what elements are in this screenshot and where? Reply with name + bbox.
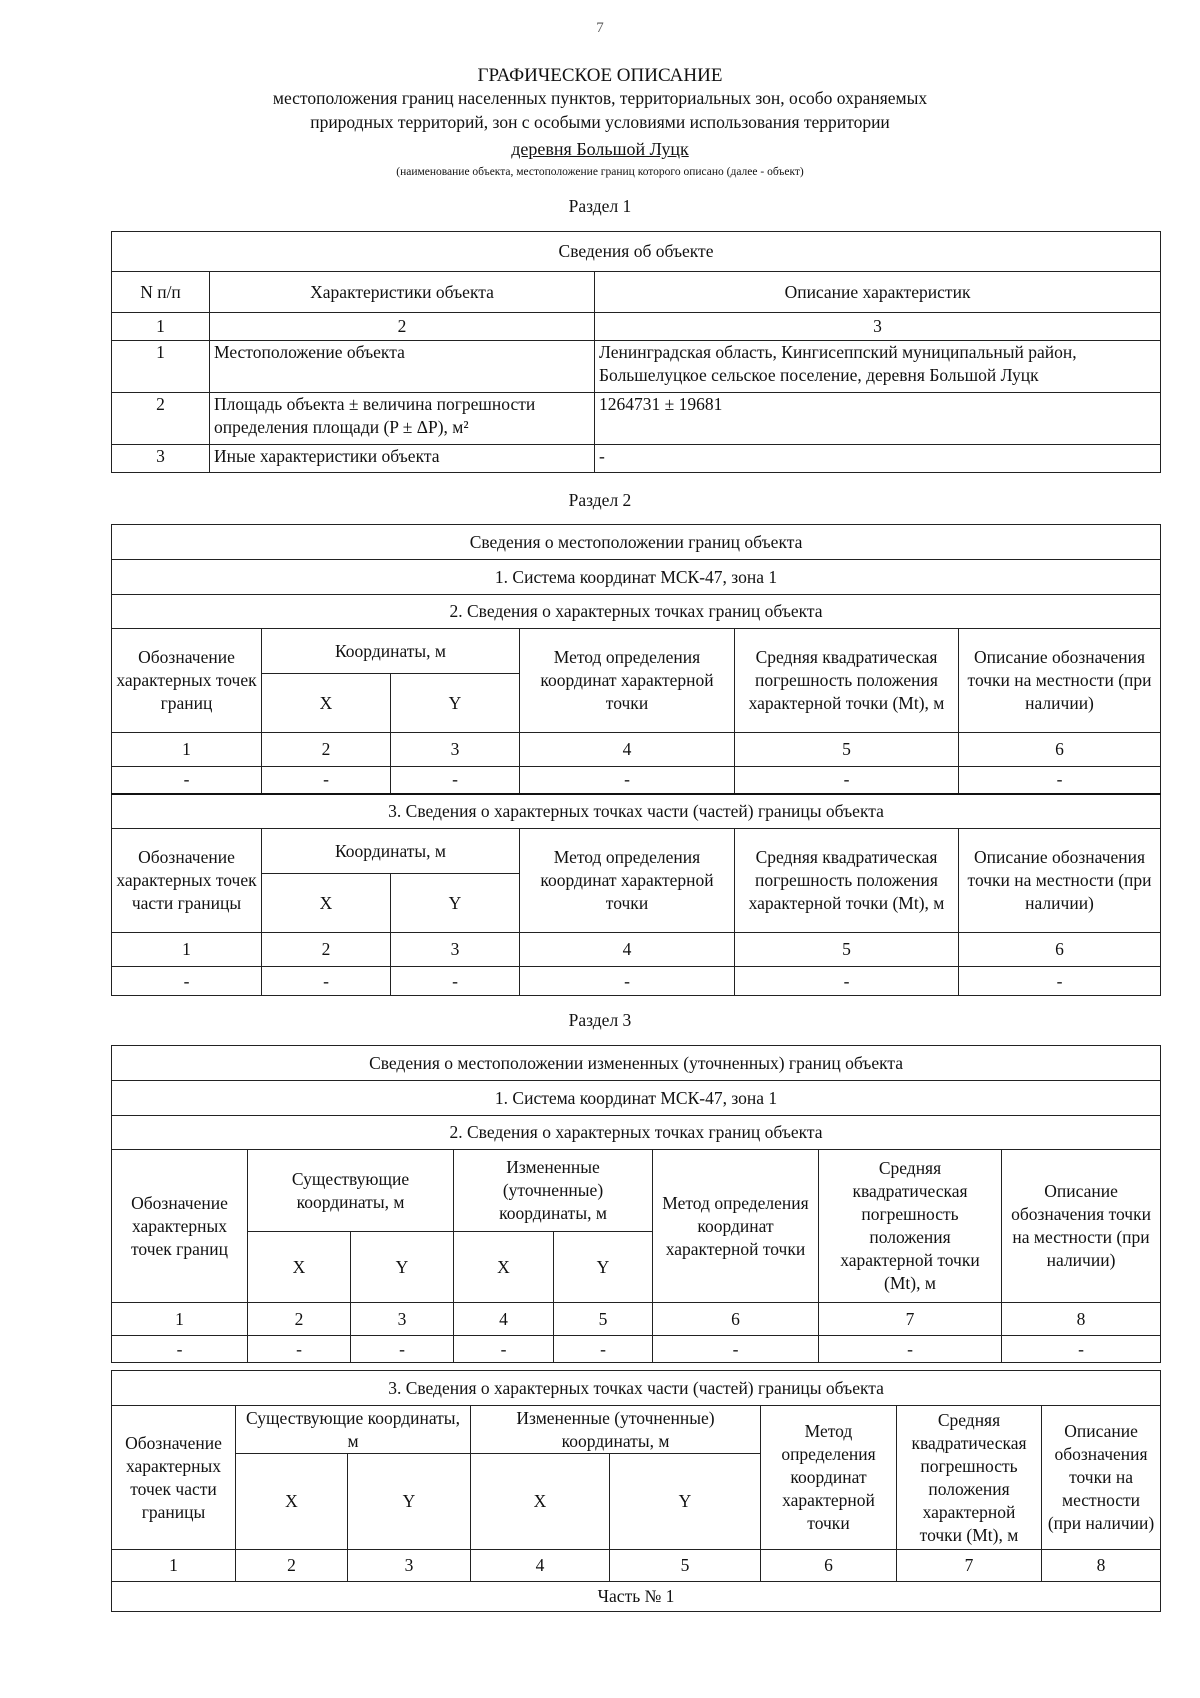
- document-title: ГРАФИЧЕСКОЕ ОПИСАНИЕ: [477, 65, 723, 86]
- header-existing-x: X: [248, 1232, 351, 1303]
- table-row: [112, 341, 1161, 393]
- col-number: 6: [959, 733, 1161, 767]
- empty-cell: -: [959, 967, 1161, 996]
- header-error: Средняя квадратическая погрешность положения характерной точки (Mt), м: [735, 829, 959, 933]
- col-number: 1: [112, 313, 210, 341]
- header-method: Метод определения координат характерной точки: [520, 629, 735, 733]
- page-number: 7: [596, 20, 604, 36]
- col-number: 3: [595, 313, 1161, 341]
- empty-cell: -: [351, 1336, 454, 1363]
- header-x: X: [262, 874, 391, 933]
- empty-cell: -: [248, 1336, 351, 1363]
- col-number: 2: [210, 313, 595, 341]
- row-name: Иные характеристики объекта: [210, 445, 595, 473]
- col-header-number: N п/п: [112, 272, 210, 313]
- document-subtitle-line1: местоположения границ населенных пунктов, территориальных зон, особо охраняемых: [272, 88, 928, 108]
- section2-part-points-title: 3. Сведения о характерных точках части (частей) границы объекта: [112, 794, 1161, 829]
- header-changed-y: Y: [610, 1454, 761, 1550]
- header-error: Средняя квадратическая погрешность положения характерной точки (Mt), м: [735, 629, 959, 733]
- section1-table: [111, 231, 1161, 473]
- row-number: 3: [112, 445, 210, 473]
- col-number: 4: [520, 933, 735, 967]
- header-changed-coordinates: Измененные (уточненные) координаты, м: [454, 1150, 653, 1232]
- object-name-note: (наименование объекта, местоположение границ которого описано (далее - объект): [396, 166, 804, 178]
- empty-cell: -: [112, 767, 262, 794]
- col-number: 6: [653, 1303, 819, 1336]
- col-number: 5: [735, 733, 959, 767]
- section2-table-title: Сведения о местоположении границ объекта: [112, 525, 1161, 560]
- col-number: 4: [471, 1550, 610, 1582]
- row-number: 1: [112, 341, 210, 393]
- section3-points-title: 2. Сведения о характерных точках границ объекта: [112, 1116, 1161, 1150]
- section3-label: Раздел 3: [568, 1010, 632, 1030]
- empty-cell: -: [554, 1336, 653, 1363]
- col-number: 6: [761, 1550, 897, 1582]
- header-error: Средняя квадратическая погрешность положения характерной точки (Mt), м: [897, 1406, 1042, 1550]
- col-number: 4: [454, 1303, 554, 1336]
- empty-cell: -: [391, 767, 520, 794]
- header-designation-part: Обозначение характерных точек части границы: [112, 829, 262, 933]
- header-changed-x: X: [471, 1454, 610, 1550]
- col-number: 2: [262, 733, 391, 767]
- col-number: 1: [112, 1550, 236, 1582]
- col-number: 7: [897, 1550, 1042, 1582]
- row-name: Местоположение объекта: [210, 341, 595, 393]
- col-number: 1: [112, 933, 262, 967]
- empty-cell: -: [735, 767, 959, 794]
- col-number: 5: [610, 1550, 761, 1582]
- empty-cell: -: [959, 767, 1161, 794]
- empty-cell: -: [262, 967, 391, 996]
- section1-table-title: Сведения об объекте: [112, 232, 1161, 272]
- empty-cell: -: [262, 767, 391, 794]
- col-number: 7: [819, 1303, 1002, 1336]
- header-description: Описание обозначения точки на местности (при наличии): [1042, 1406, 1161, 1550]
- section2-label: Раздел 2: [568, 490, 632, 510]
- empty-cell: -: [112, 1336, 248, 1363]
- header-existing-y: Y: [348, 1454, 471, 1550]
- empty-cell: -: [391, 967, 520, 996]
- col-number: 3: [348, 1550, 471, 1582]
- header-changed-coordinates: Измененные (уточненные) координаты, м: [471, 1406, 761, 1454]
- part-label: Часть № 1: [112, 1582, 1161, 1612]
- header-existing-x: X: [236, 1454, 348, 1550]
- section2-coord-system: 1. Система координат МСК-47, зона 1: [112, 560, 1161, 595]
- header-designation: Обозначение характерных точек границ: [112, 629, 262, 733]
- empty-cell: -: [735, 967, 959, 996]
- table-row: [112, 967, 1161, 996]
- document-subtitle-line2: природных территорий, зон с особыми условиями использования территории: [310, 112, 890, 132]
- header-coordinates: Координаты, м: [262, 629, 520, 674]
- empty-cell: -: [112, 967, 262, 996]
- col-number: 1: [112, 733, 262, 767]
- col-header-description: Описание характеристик: [595, 272, 1161, 313]
- empty-cell: -: [1002, 1336, 1161, 1363]
- header-method: Метод определения координат характерной точки: [761, 1406, 897, 1550]
- section3-part-points-title: 3. Сведения о характерных точках части (частей) границы объекта: [112, 1371, 1161, 1406]
- col-number: 6: [959, 933, 1161, 967]
- col-number: 5: [554, 1303, 653, 1336]
- section2-table: [111, 524, 1161, 996]
- col-number: 8: [1002, 1303, 1161, 1336]
- col-number: 8: [1042, 1550, 1161, 1582]
- header-description: Описание обозначения точки на местности (при наличии): [1002, 1150, 1161, 1303]
- col-number: 3: [391, 733, 520, 767]
- section1-label: Раздел 1: [568, 196, 632, 216]
- header-changed-y: Y: [554, 1232, 653, 1303]
- empty-cell: -: [819, 1336, 1002, 1363]
- header-method: Метод определения координат характерной точки: [653, 1150, 819, 1303]
- object-name: деревня Большой Луцк: [511, 139, 689, 159]
- col-number: 3: [351, 1303, 454, 1336]
- col-number: 5: [735, 933, 959, 967]
- header-description: Описание обозначения точки на местности (при наличии): [959, 629, 1161, 733]
- col-number: 4: [520, 733, 735, 767]
- table-row: [112, 445, 1161, 473]
- header-method: Метод определения координат характерной точки: [520, 829, 735, 933]
- col-number: 1: [112, 1303, 248, 1336]
- header-description: Описание обозначения точки на местности (при наличии): [959, 829, 1161, 933]
- col-header-characteristics: Характеристики объекта: [210, 272, 595, 313]
- header-y: Y: [391, 674, 520, 733]
- row-number: 2: [112, 393, 210, 445]
- empty-cell: -: [653, 1336, 819, 1363]
- header-existing-y: Y: [351, 1232, 454, 1303]
- col-number: 3: [391, 933, 520, 967]
- row-value: 1264731 ± 19681: [595, 393, 1161, 445]
- header-existing-coordinates: Существующие координаты, м: [236, 1406, 471, 1454]
- section3-table-title: Сведения о местоположении измененных (уточненных) границ объекта: [112, 1046, 1161, 1081]
- col-number: 2: [236, 1550, 348, 1582]
- row-value: Ленинградская область, Кингисеппский муниципальный район, Большелуцкое сельское поселение, деревня Большой Луцк: [595, 341, 1161, 393]
- empty-cell: -: [520, 767, 735, 794]
- header-changed-x: X: [454, 1232, 554, 1303]
- header-y: Y: [391, 874, 520, 933]
- row-name: Площадь объекта ± величина погрешности определения площади (P ± ΔP), м²: [210, 393, 595, 445]
- header-designation-part: Обозначение характерных точек части границы: [112, 1406, 236, 1550]
- table-row: [112, 393, 1161, 445]
- header-existing-coordinates: Существующие координаты, м: [248, 1150, 454, 1232]
- section3-table: [111, 1045, 1161, 1363]
- section3-part-table: [111, 1370, 1161, 1612]
- header-designation: Обозначение характерных точек границ: [112, 1150, 248, 1303]
- header-coordinates: Координаты, м: [262, 829, 520, 874]
- table-row: [112, 767, 1161, 794]
- header-error: Средняя квадратическая погрешность положения характерной точки (Mt), м: [819, 1150, 1002, 1303]
- row-value: -: [595, 445, 1161, 473]
- header-x: X: [262, 674, 391, 733]
- col-number: 2: [262, 933, 391, 967]
- empty-cell: -: [454, 1336, 554, 1363]
- table-row: [112, 1336, 1161, 1363]
- col-number: 2: [248, 1303, 351, 1336]
- section2-points-title: 2. Сведения о характерных точках границ объекта: [112, 595, 1161, 629]
- section3-coord-system: 1. Система координат МСК-47, зона 1: [112, 1081, 1161, 1116]
- empty-cell: -: [520, 967, 735, 996]
